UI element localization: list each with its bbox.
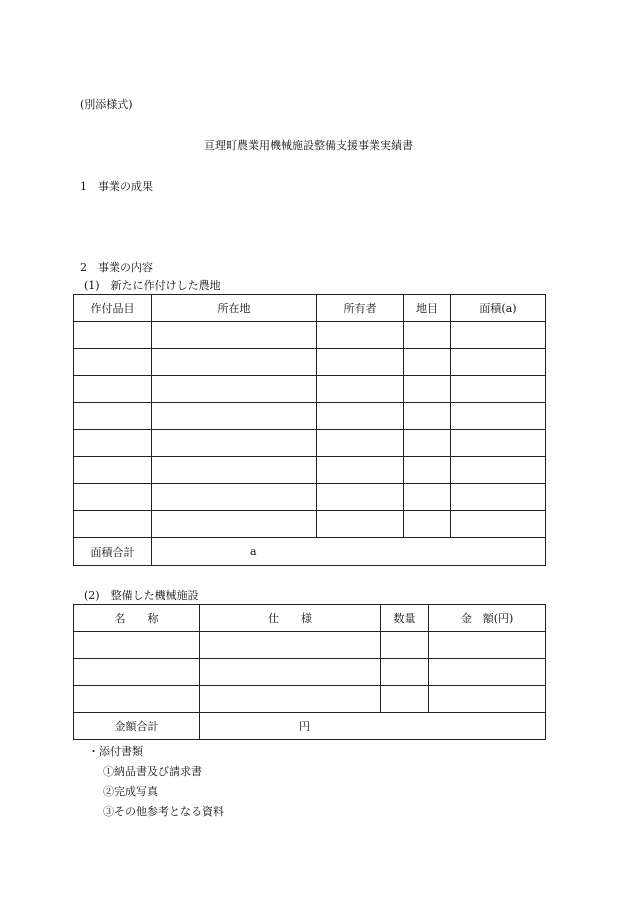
table-cell[interactable]	[74, 511, 152, 538]
attachment-item: ①納品書及び請求書	[103, 765, 202, 778]
column-header: 数量	[381, 605, 429, 632]
table-cell[interactable]	[404, 322, 451, 349]
table-cell[interactable]	[381, 686, 429, 713]
equipment-table	[73, 604, 546, 740]
table-cell[interactable]	[451, 457, 546, 484]
table-cell[interactable]	[74, 430, 152, 457]
area-total-value[interactable]	[152, 538, 546, 566]
table-cell[interactable]	[152, 403, 317, 430]
table-row	[74, 430, 546, 457]
table-cell[interactable]	[74, 484, 152, 511]
table-cell[interactable]	[317, 484, 404, 511]
column-header: 仕 様	[200, 605, 381, 632]
table-row	[74, 484, 546, 511]
table-row	[74, 511, 546, 538]
table-cell[interactable]	[381, 659, 429, 686]
table-row	[74, 349, 546, 376]
table-header-row	[74, 295, 546, 322]
table-cell[interactable]	[74, 322, 152, 349]
table-cell[interactable]	[451, 511, 546, 538]
table-cell[interactable]	[152, 430, 317, 457]
table-cell[interactable]	[429, 632, 546, 659]
column-header: 地目	[404, 295, 451, 322]
subsection-2-heading: (2) 整備した機械施設	[84, 589, 199, 602]
table-cell[interactable]	[451, 322, 546, 349]
column-header: 面積(a)	[451, 295, 546, 322]
table-cell[interactable]	[74, 349, 152, 376]
column-header: 所在地	[152, 295, 317, 322]
column-header: 作付品目	[74, 295, 152, 322]
table-row	[74, 686, 546, 713]
document-title: 亘理町農業用機械施設整備支援事業実績書	[204, 139, 413, 152]
table-row	[74, 659, 546, 686]
column-header: 名 称	[74, 605, 200, 632]
table-cell[interactable]	[451, 349, 546, 376]
table-cell[interactable]	[317, 322, 404, 349]
amount-total-label: 金額合計	[74, 713, 200, 740]
table-row	[74, 632, 546, 659]
table-cell[interactable]	[404, 484, 451, 511]
table-cell[interactable]	[74, 403, 152, 430]
table-cell[interactable]	[404, 376, 451, 403]
table-cell[interactable]	[200, 686, 381, 713]
table-cell[interactable]	[317, 430, 404, 457]
table-cell[interactable]	[152, 484, 317, 511]
table-cell[interactable]	[74, 659, 200, 686]
table-cell[interactable]	[152, 322, 317, 349]
table-cell[interactable]	[152, 376, 317, 403]
table-row	[74, 403, 546, 430]
area-total-unit: a	[250, 545, 257, 558]
attachments-heading: ・添付書類	[88, 745, 143, 758]
table-cell[interactable]	[317, 376, 404, 403]
table-cell[interactable]	[317, 457, 404, 484]
area-total-label: 面積合計	[74, 538, 152, 566]
table-row	[74, 457, 546, 484]
table-cell[interactable]	[451, 403, 546, 430]
table-cell[interactable]	[200, 632, 381, 659]
table-cell[interactable]	[152, 511, 317, 538]
amount-total-value[interactable]	[200, 713, 546, 740]
table-cell[interactable]	[74, 376, 152, 403]
table-row	[74, 376, 546, 403]
table-cell[interactable]	[152, 349, 317, 376]
table-cell[interactable]	[404, 457, 451, 484]
section-2-heading: 2 事業の内容	[80, 261, 153, 274]
table-cell[interactable]	[404, 349, 451, 376]
subsection-1-heading: (1) 新たに作付けした農地	[84, 279, 221, 292]
table-cell[interactable]	[381, 632, 429, 659]
table-cell[interactable]	[74, 686, 200, 713]
table-cell[interactable]	[429, 659, 546, 686]
table-cell[interactable]	[451, 430, 546, 457]
table-cell[interactable]	[404, 403, 451, 430]
table-header-row	[74, 605, 546, 632]
section-1-heading: 1 事業の成果	[80, 180, 153, 193]
table-cell[interactable]	[152, 457, 317, 484]
new-fields-table	[73, 294, 546, 566]
table-row	[74, 322, 546, 349]
table-cell[interactable]	[404, 511, 451, 538]
area-total-row	[74, 538, 546, 566]
attachment-item: ③その他参考となる資料	[103, 805, 224, 818]
table-cell[interactable]	[317, 349, 404, 376]
column-header: 所有者	[317, 295, 404, 322]
table-cell[interactable]	[429, 686, 546, 713]
column-header: 金 額(円)	[429, 605, 546, 632]
table-cell[interactable]	[451, 376, 546, 403]
table-cell[interactable]	[200, 659, 381, 686]
table-cell[interactable]	[317, 511, 404, 538]
attachment-item: ②完成写真	[103, 785, 158, 798]
table-cell[interactable]	[451, 484, 546, 511]
table-cell[interactable]	[74, 457, 152, 484]
table-cell[interactable]	[317, 403, 404, 430]
form-label: (別添様式)	[80, 98, 133, 111]
amount-total-row	[74, 713, 546, 740]
amount-total-unit: 円	[299, 720, 310, 733]
table-cell[interactable]	[404, 430, 451, 457]
table-cell[interactable]	[74, 632, 200, 659]
